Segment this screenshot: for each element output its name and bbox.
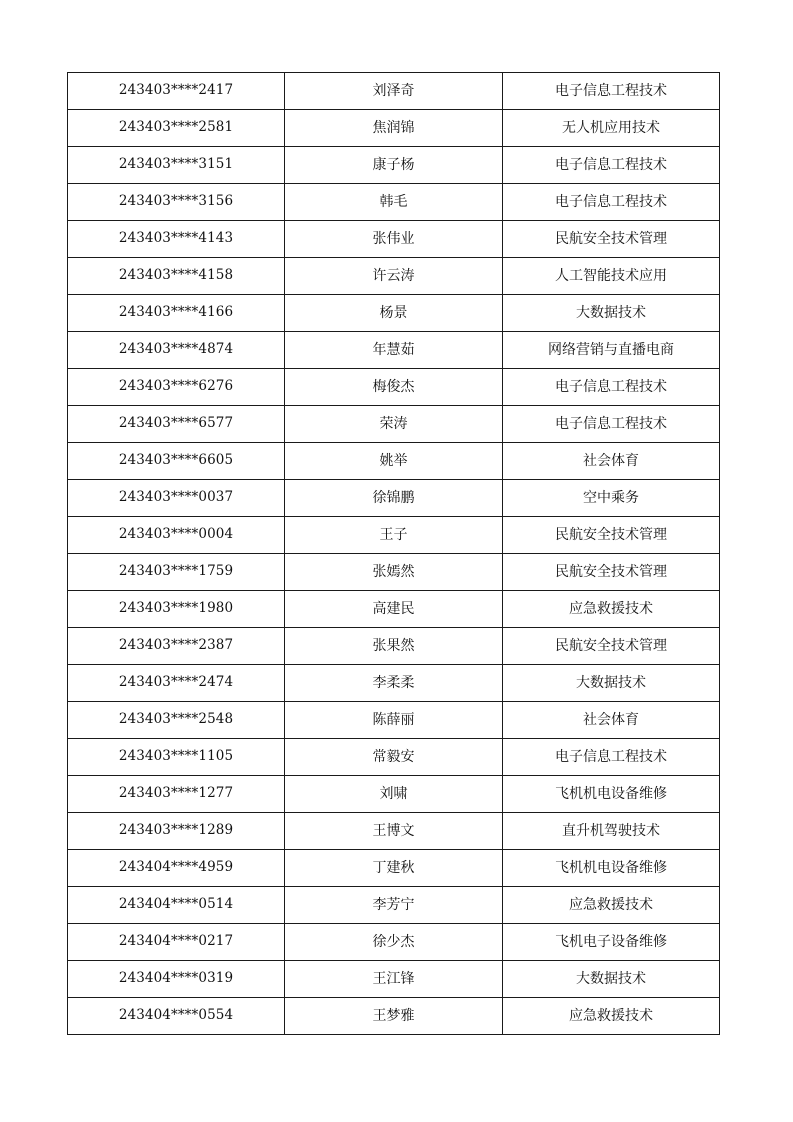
student-name-cell: 张伟业	[285, 221, 503, 258]
student-major-cell: 人工智能技术应用	[503, 258, 720, 295]
table-row	[68, 887, 720, 924]
student-id-cell: 243404****4959	[68, 850, 285, 887]
student-id-cell: 243403****6605	[68, 443, 285, 480]
student-id-cell: 243403****1759	[68, 554, 285, 591]
table-row	[68, 665, 720, 702]
table-row	[68, 369, 720, 406]
student-id-cell: 243403****1277	[68, 776, 285, 813]
student-id-cell: 243403****4158	[68, 258, 285, 295]
table-row	[68, 332, 720, 369]
student-id-cell: 243403****4166	[68, 295, 285, 332]
table-row	[68, 591, 720, 628]
student-major-cell: 大数据技术	[503, 295, 720, 332]
student-major-cell: 应急救援技术	[503, 998, 720, 1035]
student-major-cell: 电子信息工程技术	[503, 739, 720, 776]
table-row	[68, 961, 720, 998]
student-name-cell: 张果然	[285, 628, 503, 665]
student-major-cell: 电子信息工程技术	[503, 147, 720, 184]
student-major-cell: 应急救援技术	[503, 591, 720, 628]
student-id-cell: 243403****0004	[68, 517, 285, 554]
student-id-cell: 243403****2581	[68, 110, 285, 147]
student-name-cell: 王博文	[285, 813, 503, 850]
student-name-cell: 荣涛	[285, 406, 503, 443]
student-name-cell: 刘啸	[285, 776, 503, 813]
student-id-cell: 243404****0319	[68, 961, 285, 998]
table-row	[68, 554, 720, 591]
student-name-cell: 丁建秋	[285, 850, 503, 887]
student-name-cell: 韩毛	[285, 184, 503, 221]
student-name-cell: 王子	[285, 517, 503, 554]
table-row	[68, 850, 720, 887]
table-row	[68, 702, 720, 739]
table-row	[68, 443, 720, 480]
student-name-cell: 年慧茹	[285, 332, 503, 369]
student-id-cell: 243404****0514	[68, 887, 285, 924]
table-row	[68, 147, 720, 184]
student-major-cell: 飞机机电设备维修	[503, 776, 720, 813]
student-id-cell: 243403****2387	[68, 628, 285, 665]
table-row	[68, 813, 720, 850]
student-table-body	[68, 73, 720, 1035]
student-id-cell: 243403****1105	[68, 739, 285, 776]
table-row	[68, 776, 720, 813]
student-name-cell: 许云涛	[285, 258, 503, 295]
student-id-cell: 243404****0217	[68, 924, 285, 961]
student-id-cell: 243403****6276	[68, 369, 285, 406]
table-row	[68, 184, 720, 221]
student-id-cell: 243404****0554	[68, 998, 285, 1035]
student-id-cell: 243403****3151	[68, 147, 285, 184]
table-row	[68, 295, 720, 332]
student-name-cell: 常毅安	[285, 739, 503, 776]
student-major-cell: 民航安全技术管理	[503, 554, 720, 591]
student-major-cell: 飞机机电设备维修	[503, 850, 720, 887]
student-id-cell: 243403****0037	[68, 480, 285, 517]
student-name-cell: 李芳宁	[285, 887, 503, 924]
table-row	[68, 258, 720, 295]
student-id-cell: 243403****1980	[68, 591, 285, 628]
table-row	[68, 73, 720, 110]
student-id-cell: 243403****2417	[68, 73, 285, 110]
student-id-cell: 243403****6577	[68, 406, 285, 443]
student-major-cell: 电子信息工程技术	[503, 406, 720, 443]
student-id-cell: 243403****4143	[68, 221, 285, 258]
student-table	[67, 72, 720, 1035]
student-major-cell: 飞机电子设备维修	[503, 924, 720, 961]
table-row	[68, 924, 720, 961]
table-row	[68, 998, 720, 1035]
table-row	[68, 517, 720, 554]
student-major-cell: 空中乘务	[503, 480, 720, 517]
student-name-cell: 张嫣然	[285, 554, 503, 591]
student-major-cell: 民航安全技术管理	[503, 628, 720, 665]
student-name-cell: 王梦雅	[285, 998, 503, 1035]
student-major-cell: 电子信息工程技术	[503, 369, 720, 406]
student-name-cell: 焦润锦	[285, 110, 503, 147]
student-name-cell: 李柔柔	[285, 665, 503, 702]
student-major-cell: 民航安全技术管理	[503, 221, 720, 258]
student-major-cell: 无人机应用技术	[503, 110, 720, 147]
student-id-cell: 243403****2474	[68, 665, 285, 702]
student-name-cell: 高建民	[285, 591, 503, 628]
table-row	[68, 406, 720, 443]
student-name-cell: 梅俊杰	[285, 369, 503, 406]
student-major-cell: 电子信息工程技术	[503, 184, 720, 221]
student-name-cell: 姚举	[285, 443, 503, 480]
table-row	[68, 739, 720, 776]
student-name-cell: 刘泽奇	[285, 73, 503, 110]
student-major-cell: 应急救援技术	[503, 887, 720, 924]
student-name-cell: 王江锋	[285, 961, 503, 998]
student-name-cell: 杨景	[285, 295, 503, 332]
student-list-sheet	[67, 72, 719, 1035]
student-major-cell: 社会体育	[503, 702, 720, 739]
student-id-cell: 243403****2548	[68, 702, 285, 739]
student-id-cell: 243403****1289	[68, 813, 285, 850]
student-major-cell: 社会体育	[503, 443, 720, 480]
table-row	[68, 628, 720, 665]
student-name-cell: 康子杨	[285, 147, 503, 184]
table-row	[68, 221, 720, 258]
student-major-cell: 电子信息工程技术	[503, 73, 720, 110]
student-major-cell: 民航安全技术管理	[503, 517, 720, 554]
student-name-cell: 陈薛丽	[285, 702, 503, 739]
student-major-cell: 大数据技术	[503, 665, 720, 702]
table-row	[68, 480, 720, 517]
student-id-cell: 243403****4874	[68, 332, 285, 369]
student-major-cell: 网络营销与直播电商	[503, 332, 720, 369]
student-id-cell: 243403****3156	[68, 184, 285, 221]
table-row	[68, 110, 720, 147]
student-name-cell: 徐锦鹏	[285, 480, 503, 517]
student-major-cell: 直升机驾驶技术	[503, 813, 720, 850]
student-name-cell: 徐少杰	[285, 924, 503, 961]
student-major-cell: 大数据技术	[503, 961, 720, 998]
